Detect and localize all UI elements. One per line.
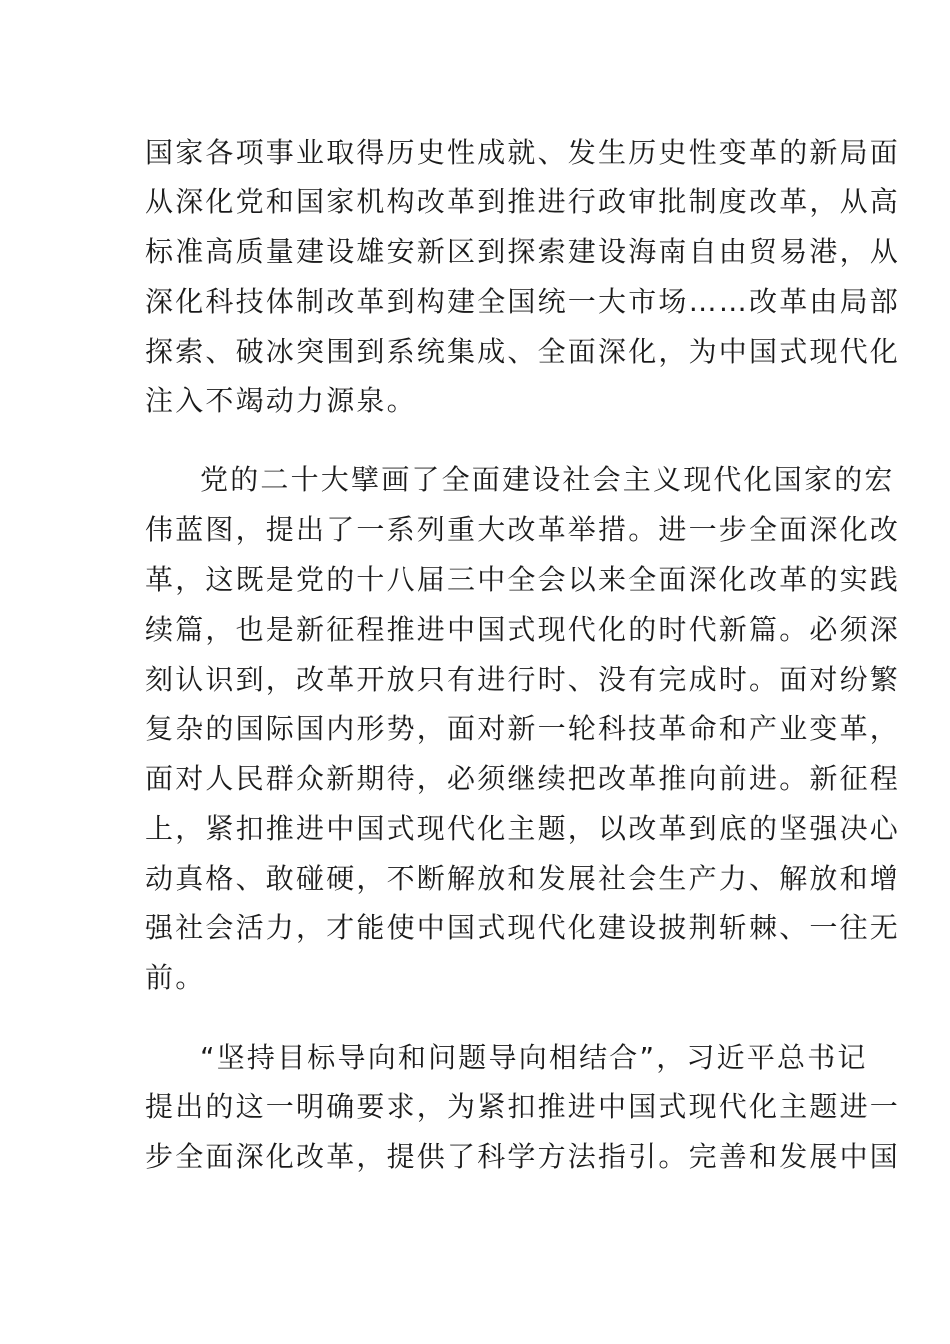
paragraph-1-line-6: 注入不竭动力源泉。 <box>145 384 417 417</box>
paragraph-3-line-1: “坚持目标导向和问题导向相结合”，习近平总书记 <box>200 1041 868 1074</box>
paragraph-2-line-9: 动真格、敢碰硬，不断解放和发展社会生产力、解放和增 <box>145 862 901 895</box>
paragraph-1-line-2: 从深化党和国家机构改革到推进行政审批制度改革，从高 <box>145 185 901 218</box>
paragraph-1-line-1: 国家各项事业取得历史性成就、发生历史性变革的新局面 <box>145 136 901 169</box>
paragraph-2-line-1: 党的二十大擘画了全面建设社会主义现代化国家的宏 <box>200 463 895 496</box>
paragraph-2-line-3: 革，这既是党的十八届三中全会以来全面深化改革的实践 <box>145 563 901 596</box>
paragraph-2-line-4: 续篇，也是新征程推进中国式现代化的时代新篇。必须深 <box>145 613 901 646</box>
paragraph-2-line-11: 前。 <box>145 961 206 994</box>
paragraph-2-line-6: 复杂的国际国内形势，面对新一轮科技革命和产业变革， <box>145 712 901 745</box>
paragraph-2-line-8: 上，紧扣推进中国式现代化主题，以改革到底的坚强决心 <box>145 812 901 845</box>
paragraph-1-line-5: 探索、破冰突围到系统集成、全面深化，为中国式现代化 <box>145 335 901 368</box>
paragraph-1-line-3: 标准高质量建设雄安新区到探索建设海南自由贸易港，从 <box>145 235 901 268</box>
paragraph-2-line-7: 面对人民群众新期待，必须继续把改革推向前进。新征程 <box>145 762 901 795</box>
paragraph-2-line-5: 刻认识到，改革开放只有进行时、没有完成时。面对纷繁 <box>145 663 901 696</box>
paragraph-2-line-10: 强社会活力，才能使中国式现代化建设披荆斩棘、一往无 <box>145 911 901 944</box>
paragraph-3-line-2: 提出的这一明确要求，为紧扣推进中国式现代化主题进一 <box>145 1090 901 1123</box>
paragraph-1-line-4: 深化科技体制改革到构建全国统一大市场……改革由局部 <box>145 285 901 318</box>
paragraph-2-line-2: 伟蓝图，提出了一系列重大改革举措。进一步全面深化改 <box>145 513 901 546</box>
paragraph-3-line-3: 步全面深化改革，提供了科学方法指引。完善和发展中国 <box>145 1140 901 1173</box>
